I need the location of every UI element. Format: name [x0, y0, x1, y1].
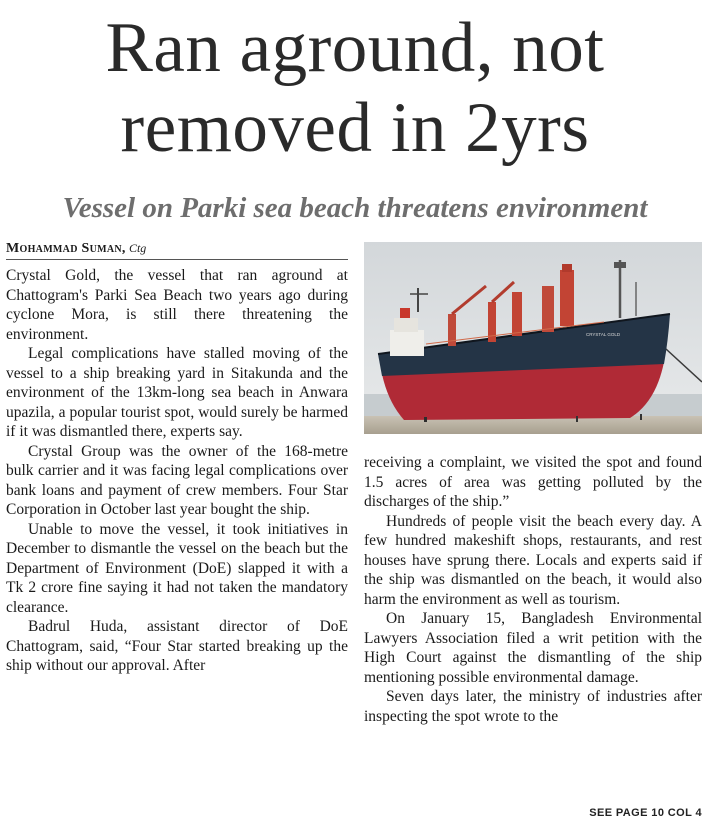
paragraph: Crystal Gold, the vessel that ran aground at Chattogram's Parki Sea Beach two years ago during cyclone Mora, is still there threatening the environment.	[6, 267, 348, 343]
continuation-note: SEE PAGE 10 COL 4	[589, 807, 702, 819]
headline	[0, 8, 710, 168]
ship-name-text: CRYSTAL GOLD	[586, 332, 621, 337]
byline-author: Mohammad Suman,	[6, 241, 126, 256]
paragraph: Legal complications have stalled moving of the vessel to a ship breaking yard in Sitakunda and the environment of the 13km-long sea beach in Anwara upazila, a popular tourist spot, would surely be harmed if it was dismantled there, experts say.	[6, 345, 348, 440]
headline-line-1: Ran aground, not	[105, 9, 605, 87]
paragraph: receiving a complaint, we visited the spot and found 1.5 acres of area was getting polluted by the discharges of the ship.”	[364, 454, 702, 510]
paragraph: Hundreds of people visit the beach every day. A few hundred makeshift shops, restaurants, and rest houses have sprung there. Locals and experts said if the ship was dismantled on the beach, it would also harm the environment as well as tourism.	[364, 512, 702, 608]
headline-line-2: removed in 2yrs	[120, 89, 590, 167]
article-column-right	[364, 453, 702, 726]
paragraph: Crystal Group was the owner of the 168-metre bulk carrier and it was facing legal complications over bank loans and payment of crew members. Four Star Corporation in October last year bought the ship.	[6, 442, 348, 518]
paragraph: Seven days later, the ministry of industries after inspecting the spot wrote to the	[364, 688, 702, 725]
subheadline: Vessel on Parki sea beach threatens environment	[62, 192, 648, 224]
ship-photo	[364, 242, 702, 434]
byline-rule	[6, 259, 348, 260]
byline-location: Ctg	[128, 241, 147, 255]
paragraph: Unable to move the vessel, it took initiatives in December to dismantle the vessel on the beach but the Department of Environment (DoE) slapped it with a Tk 2 crore fine saying it had not taken the mandatory clearance.	[6, 520, 348, 616]
byline	[6, 239, 146, 258]
article-column-left	[6, 266, 348, 676]
paragraph: On January 15, Bangladesh Environmental Lawyers Association filed a writ petition with the High Court against the dismantling of the ship mentioning possible environmental damage.	[364, 610, 702, 686]
paragraph: Badrul Huda, assistant director of DoE Chattogram, said, “Four Star started breaking up the ship without our approval. After	[6, 618, 348, 674]
